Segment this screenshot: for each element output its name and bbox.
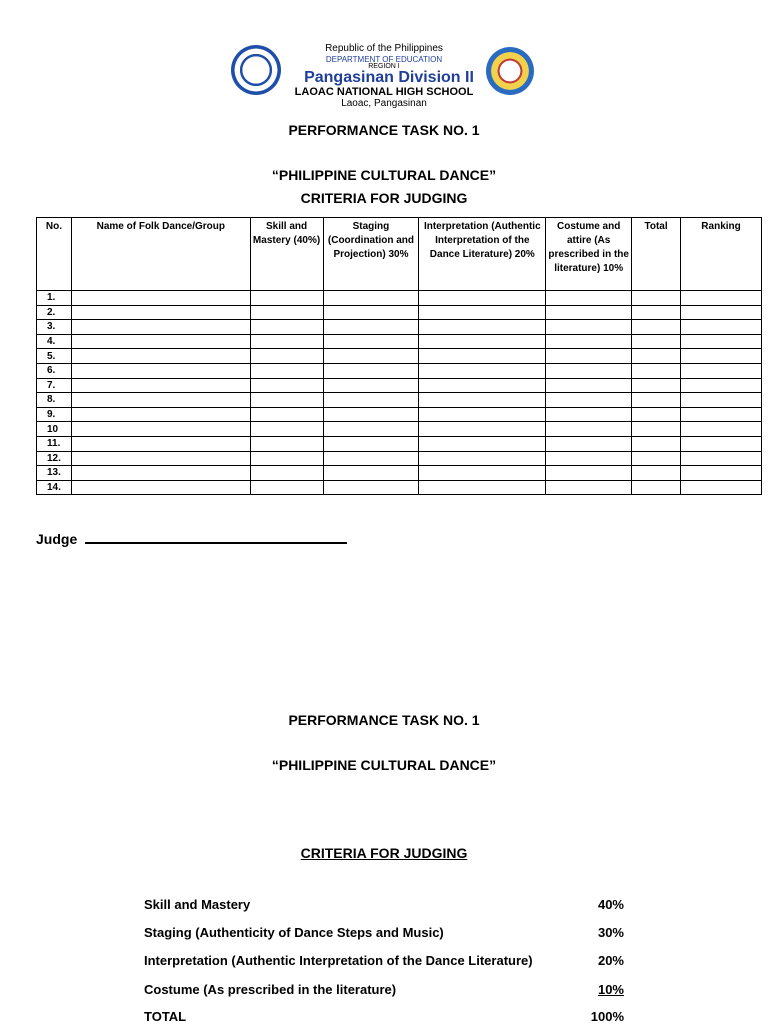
table-row: [37, 334, 762, 349]
judging-table: [36, 217, 762, 495]
score-cell[interactable]: [681, 291, 762, 306]
criteria-percent: 40%: [597, 897, 624, 912]
dance-title-2: “PHILIPPINE CULTURAL DANCE”: [271, 757, 497, 773]
score-cell[interactable]: [632, 363, 681, 378]
score-cell[interactable]: [323, 349, 419, 364]
score-cell[interactable]: [250, 334, 323, 349]
score-cell[interactable]: [632, 422, 681, 437]
table-row: [37, 349, 762, 364]
score-cell[interactable]: [250, 320, 323, 335]
school-label: LAOAC NATIONAL HIGH SCHOOL: [294, 86, 474, 98]
score-cell[interactable]: [632, 305, 681, 320]
score-cell[interactable]: [250, 466, 323, 481]
score-cell[interactable]: [71, 393, 250, 408]
judge-signature-line: [36, 530, 347, 547]
score-cell[interactable]: [419, 393, 546, 408]
row-number: 8.: [37, 393, 72, 408]
criteria-title-2: CRITERIA FOR JUDGING: [300, 845, 468, 861]
republic-label: Republic of the Philippines: [325, 43, 443, 54]
score-cell[interactable]: [681, 451, 762, 466]
score-cell[interactable]: [681, 480, 762, 495]
row-number: 9.: [37, 407, 72, 422]
score-cell[interactable]: [250, 407, 323, 422]
score-cell[interactable]: [419, 407, 546, 422]
score-cell[interactable]: [632, 407, 681, 422]
task-title-2: PERFORMANCE TASK NO. 1: [288, 712, 480, 728]
score-cell[interactable]: [546, 378, 632, 393]
score-cell[interactable]: [71, 378, 250, 393]
score-cell[interactable]: [419, 349, 546, 364]
score-cell[interactable]: [71, 466, 250, 481]
row-number: 10: [37, 422, 72, 437]
table-row: [37, 422, 762, 437]
header-staging: Staging (Coordination and Projection) 30%: [323, 218, 419, 291]
score-cell[interactable]: [546, 363, 632, 378]
score-cell[interactable]: [546, 349, 632, 364]
score-cell[interactable]: [419, 451, 546, 466]
header-costume: Costume and attire (As prescribed in the literature) 10%: [546, 218, 632, 291]
score-cell[interactable]: [419, 378, 546, 393]
table-row: [37, 393, 762, 408]
score-cell[interactable]: [250, 378, 323, 393]
criteria-label: Skill and Mastery: [144, 897, 251, 912]
score-cell[interactable]: [323, 393, 419, 408]
score-cell[interactable]: [546, 436, 632, 451]
score-cell[interactable]: [546, 334, 632, 349]
score-cell[interactable]: [71, 305, 250, 320]
score-cell[interactable]: [323, 378, 419, 393]
criteria-item: [144, 897, 624, 913]
score-cell[interactable]: [71, 334, 250, 349]
criteria-item: [144, 925, 624, 941]
table-row: [37, 480, 762, 495]
score-cell[interactable]: [250, 291, 323, 306]
table-row: [37, 466, 762, 481]
score-cell[interactable]: [419, 305, 546, 320]
criteria-label: Staging (Authenticity of Dance Steps and Music): [144, 925, 444, 940]
division-label: Pangasinan Division II: [304, 69, 474, 86]
score-cell[interactable]: [250, 363, 323, 378]
score-cell[interactable]: [323, 291, 419, 306]
header-skill: Skill and Mastery (40%): [250, 218, 323, 291]
criteria-title: CRITERIA FOR JUDGING: [300, 190, 468, 206]
row-number: 4.: [37, 334, 72, 349]
row-number: 12.: [37, 451, 72, 466]
score-cell[interactable]: [681, 466, 762, 481]
score-cell[interactable]: [546, 480, 632, 495]
score-cell[interactable]: [323, 320, 419, 335]
header-interpretation: Interpretation (Authentic Interpretation of the Dance Literature) 20%: [419, 218, 546, 291]
score-cell[interactable]: [250, 451, 323, 466]
score-cell[interactable]: [71, 291, 250, 306]
score-cell[interactable]: [250, 393, 323, 408]
row-number: 3.: [37, 320, 72, 335]
score-cell[interactable]: [681, 363, 762, 378]
score-cell[interactable]: [681, 422, 762, 437]
score-cell[interactable]: [419, 291, 546, 306]
score-cell[interactable]: [546, 422, 632, 437]
score-cell[interactable]: [632, 349, 681, 364]
criteria-percent: 20%: [597, 953, 624, 968]
table-row: [37, 291, 762, 306]
score-cell[interactable]: [323, 466, 419, 481]
score-cell[interactable]: [632, 320, 681, 335]
score-cell[interactable]: [323, 451, 419, 466]
score-cell[interactable]: [681, 334, 762, 349]
score-cell[interactable]: [71, 480, 250, 495]
row-number: 1.: [37, 291, 72, 306]
row-number: 13.: [37, 466, 72, 481]
dance-title: “PHILIPPINE CULTURAL DANCE”: [271, 167, 497, 183]
criteria-total-percent: 100%: [590, 1009, 624, 1024]
table-row: [37, 407, 762, 422]
score-cell[interactable]: [71, 407, 250, 422]
criteria-total-label: TOTAL: [144, 1009, 187, 1024]
criteria-percent: 10%: [597, 982, 624, 997]
score-cell[interactable]: [632, 466, 681, 481]
row-number: 6.: [37, 363, 72, 378]
score-cell[interactable]: [681, 407, 762, 422]
score-cell[interactable]: [681, 378, 762, 393]
score-cell[interactable]: [323, 407, 419, 422]
signature-underline: [85, 530, 347, 544]
score-cell[interactable]: [323, 480, 419, 495]
criteria-label: Costume (As prescribed in the literature): [144, 982, 397, 997]
score-cell[interactable]: [71, 436, 250, 451]
score-cell[interactable]: [419, 422, 546, 437]
score-cell[interactable]: [323, 305, 419, 320]
region-label: REGION I: [368, 63, 400, 70]
score-cell[interactable]: [546, 291, 632, 306]
score-cell[interactable]: [419, 334, 546, 349]
score-cell[interactable]: [419, 320, 546, 335]
score-cell[interactable]: [681, 393, 762, 408]
score-cell[interactable]: [632, 451, 681, 466]
score-cell[interactable]: [323, 436, 419, 451]
department-label: DEPARTMENT OF EDUCATION: [325, 55, 443, 64]
row-number: 5.: [37, 349, 72, 364]
table-row: [37, 363, 762, 378]
score-cell[interactable]: [323, 363, 419, 378]
table-row: [37, 451, 762, 466]
score-cell[interactable]: [419, 466, 546, 481]
score-cell[interactable]: [546, 320, 632, 335]
score-cell[interactable]: [632, 378, 681, 393]
score-cell[interactable]: [71, 363, 250, 378]
row-number: 11.: [37, 436, 72, 451]
score-cell[interactable]: [632, 291, 681, 306]
score-cell[interactable]: [71, 422, 250, 437]
score-cell[interactable]: [632, 480, 681, 495]
score-cell[interactable]: [632, 334, 681, 349]
score-cell[interactable]: [250, 349, 323, 364]
score-cell[interactable]: [323, 334, 419, 349]
criteria-item: [144, 953, 624, 969]
header-name: Name of Folk Dance/Group: [71, 218, 250, 291]
score-cell[interactable]: [419, 480, 546, 495]
row-number: 14.: [37, 480, 72, 495]
location-label: Laoac, Pangasinan: [341, 98, 427, 109]
score-cell[interactable]: [250, 480, 323, 495]
score-cell[interactable]: [681, 305, 762, 320]
score-cell[interactable]: [250, 422, 323, 437]
score-cell[interactable]: [681, 436, 762, 451]
row-number: 7.: [37, 378, 72, 393]
table-row: [37, 320, 762, 335]
table-row: [37, 378, 762, 393]
judge-label: Judge: [36, 531, 78, 547]
score-cell[interactable]: [419, 436, 546, 451]
score-cell[interactable]: [323, 422, 419, 437]
score-cell[interactable]: [546, 305, 632, 320]
score-cell[interactable]: [71, 451, 250, 466]
score-cell[interactable]: [419, 363, 546, 378]
score-cell[interactable]: [681, 349, 762, 364]
table-header-row: [37, 218, 762, 291]
score-cell[interactable]: [632, 436, 681, 451]
header-total: Total: [632, 218, 681, 291]
score-cell[interactable]: [250, 305, 323, 320]
table-row: [37, 436, 762, 451]
score-cell[interactable]: [71, 349, 250, 364]
criteria-label: Interpretation (Authentic Interpretation of the Dance Literature): [144, 953, 533, 968]
score-cell[interactable]: [546, 393, 632, 408]
table-row: [37, 305, 762, 320]
score-cell[interactable]: [546, 466, 632, 481]
score-cell[interactable]: [546, 407, 632, 422]
header-ranking: Ranking: [681, 218, 762, 291]
criteria-total: [144, 1009, 624, 1025]
task-title: PERFORMANCE TASK NO. 1: [288, 122, 480, 138]
score-cell[interactable]: [546, 451, 632, 466]
criteria-percent: 30%: [597, 925, 624, 940]
score-cell[interactable]: [71, 320, 250, 335]
score-cell[interactable]: [681, 320, 762, 335]
header-no: No.: [37, 218, 72, 291]
score-cell[interactable]: [632, 393, 681, 408]
score-cell[interactable]: [250, 436, 323, 451]
criteria-item: [144, 982, 624, 998]
row-number: 2.: [37, 305, 72, 320]
